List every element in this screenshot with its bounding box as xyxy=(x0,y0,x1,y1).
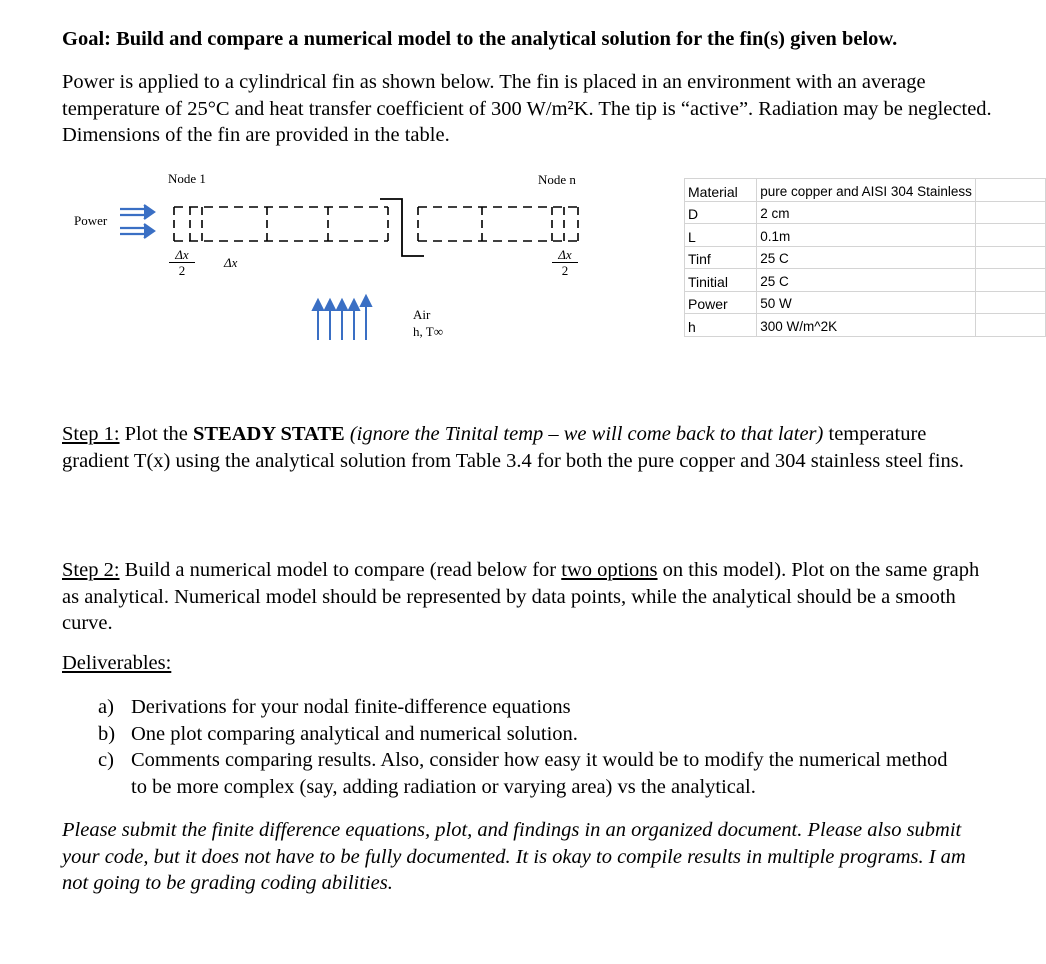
table-cell-label: Material xyxy=(685,179,757,202)
air-arrows-icon xyxy=(313,296,371,340)
half-dx-left-num: Δx xyxy=(169,248,195,263)
two-options-link[interactable]: two options xyxy=(561,559,658,581)
power-arrows-icon xyxy=(120,205,154,238)
table-cell-empty xyxy=(975,314,1045,337)
half-dx-right-den: 2 xyxy=(561,263,569,278)
half-dx-right xyxy=(552,248,578,277)
table-row xyxy=(685,201,1046,224)
fin-diagram xyxy=(62,160,622,360)
table-row xyxy=(685,291,1046,314)
fin-drawing xyxy=(62,160,622,360)
intro-paragraph: Power is applied to a cylindrical fin as shown below. The fin is placed in an environment with an average temperature of 25°C and heat transfer coefficient of 300 W/m²K. The tip is “active”. Radiation may be neglected. Dimensions of the fin are provided in the table. xyxy=(62,71,992,146)
half-dx-left-den: 2 xyxy=(178,263,186,278)
deliverable-text: Derivations for your nodal finite-difference equations xyxy=(131,696,571,718)
table-cell-empty xyxy=(975,201,1045,224)
submission-note: Please submit the finite difference equations, plot, and findings in an organized document. Please also submit your code, but it does not have to be fully documented. It is okay to compile results in multiple programs. I am not going to be grading coding abilities. xyxy=(62,819,966,894)
table-cell-label: D xyxy=(685,201,757,224)
deliverable-item xyxy=(98,721,958,748)
deliverables-list xyxy=(98,694,958,800)
parameters-table-body xyxy=(685,179,1046,337)
parameters-table xyxy=(684,178,1046,337)
goal-heading: Goal: Build and compare a numerical model to the analytical solution for the fin(s) given below. xyxy=(62,28,898,50)
half-dx-right-num: Δx xyxy=(552,248,578,263)
power-label: Power xyxy=(74,213,108,228)
table-cell-value: 25 C xyxy=(757,246,976,269)
table-cell-value: 300 W/m^2K xyxy=(757,314,976,337)
step-2-text-a: Build a numerical model to compare (read below for xyxy=(119,559,562,581)
table-cell-value: 25 C xyxy=(757,269,976,292)
table-cell-empty xyxy=(975,179,1045,202)
table-cell-label: Tinitial xyxy=(685,269,757,292)
table-row xyxy=(685,269,1046,292)
table-cell-label: Tinf xyxy=(685,246,757,269)
step-2-label: Step 2: xyxy=(62,559,120,581)
half-dx-left xyxy=(169,248,195,277)
table-cell-label: L xyxy=(685,224,757,247)
fin-right-segment xyxy=(418,207,578,241)
table-cell-empty xyxy=(975,291,1045,314)
table-row xyxy=(685,179,1046,202)
table-row xyxy=(685,314,1046,337)
table-row xyxy=(685,246,1046,269)
node-1-label: Node 1 xyxy=(168,171,206,186)
table-cell-value: 50 W xyxy=(757,291,976,314)
table-cell-label: Power xyxy=(685,291,757,314)
deliverable-marker: b) xyxy=(98,722,116,745)
step-2-text-b: on this model). Plot on the same graph as analytical. Numerical model should be represented by data points, while the analytical should be a smooth curve. xyxy=(62,559,980,634)
step-1-bold: STEADY STATE xyxy=(193,423,345,445)
step-1-text-a: Plot the xyxy=(119,423,193,445)
node-n-label: Node n xyxy=(538,172,576,187)
fin-left-segment xyxy=(174,207,388,241)
table-cell-empty xyxy=(975,269,1045,292)
table-cell-value: pure copper and AISI 304 Stainless xyxy=(757,179,976,202)
deliverable-marker: c) xyxy=(98,749,114,771)
step-1-italic: (ignore the Tinital temp – we will come back to that later) xyxy=(349,423,824,445)
step-2-paragraph xyxy=(62,557,992,637)
step-1-text-b: temperature gradient T(x) using the analytical solution from Table 3.4 for both the pure copper and 304 stainless steel fins. xyxy=(62,423,964,472)
table-cell-empty xyxy=(975,246,1045,269)
deliverable-item xyxy=(98,694,958,721)
table-row xyxy=(685,224,1046,247)
step-1-paragraph xyxy=(62,421,992,474)
deliverable-item xyxy=(98,747,958,800)
dx-label: Δx xyxy=(224,255,238,270)
deliverables-heading: Deliverables: xyxy=(62,652,172,674)
deliverable-text: One plot comparing analytical and numerical solution. xyxy=(131,722,578,745)
air-label: Air xyxy=(413,307,431,322)
table-cell-value: 2 cm xyxy=(757,201,976,224)
table-cell-label: h xyxy=(685,314,757,337)
deliverable-marker: a) xyxy=(98,696,114,718)
step-1-label: Step 1: xyxy=(62,423,120,445)
air-params-label: h, T∞ xyxy=(413,324,443,339)
deliverable-text: Comments comparing results. Also, consider how easy it would be to modify the numerical method to be more complex (say, adding radiation or varying area) vs the analytical. xyxy=(131,749,948,798)
table-cell-value: 0.1m xyxy=(757,224,976,247)
table-cell-empty xyxy=(975,224,1045,247)
